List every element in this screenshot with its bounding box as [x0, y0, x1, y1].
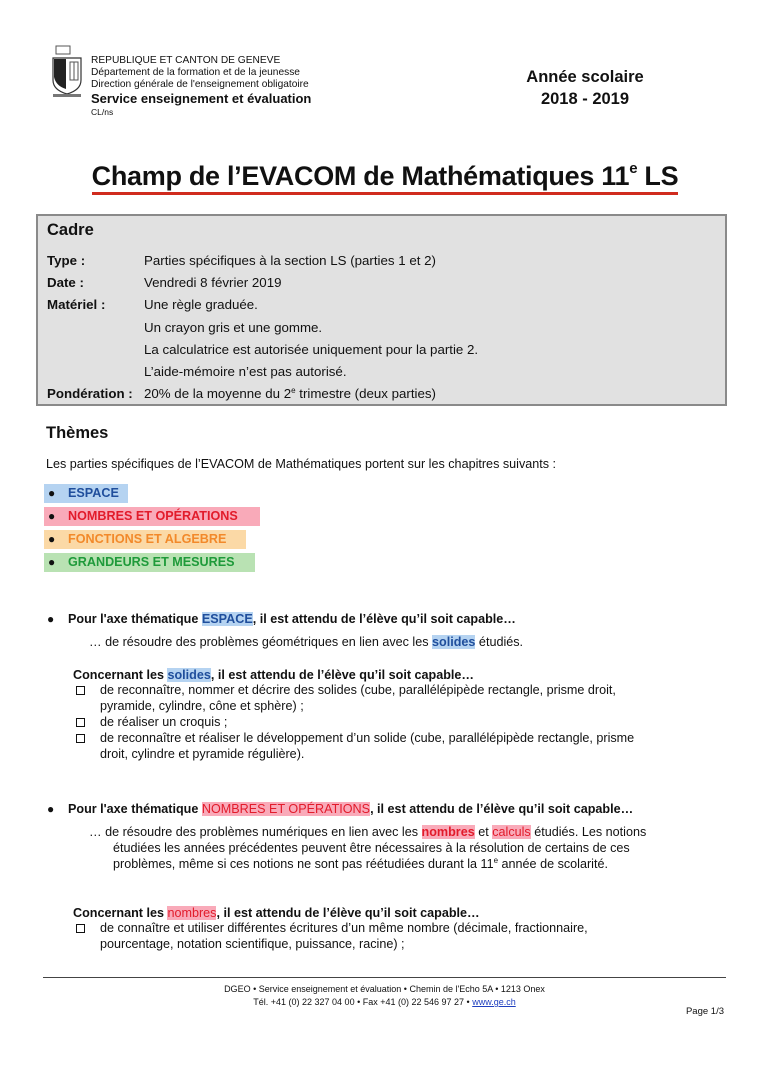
cadre-label: Pondération : [47, 386, 133, 401]
service-name: Service enseignement et évaluation [91, 91, 312, 106]
theme-label: FONCTIONS ET ALGEBRE [68, 532, 227, 546]
nombres-goal [89, 824, 646, 872]
espace-goal [89, 634, 523, 650]
cadre-label: Type : [47, 253, 86, 268]
text: … de résoudre des problèmes numériques en lien avec les [89, 825, 422, 839]
text: de connaître et utiliser différentes écritures d’un même nombre (décimale, fractionnaire, [100, 921, 588, 935]
geneva-coat-of-arms-icon [50, 44, 84, 100]
bullet-icon: ● [47, 612, 55, 626]
department-name: Département de la formation et de la jeunesse [91, 67, 300, 78]
cadre-box [36, 214, 727, 406]
espace-check-1 [100, 682, 616, 714]
bullet-icon: ● [47, 802, 55, 816]
goal-line-3 [89, 856, 646, 872]
nombres-check-1 [100, 920, 588, 952]
text: , il est attendu de l’élève qu’il soit capable… [252, 612, 516, 626]
text: , il est attendu de l’élève qu’il soit capable… [210, 668, 475, 682]
cadre-value: L’aide-mémoire n’est pas autorisé. [144, 364, 347, 379]
text: étudiés. [475, 635, 524, 649]
superscript: e [493, 855, 499, 865]
highlight-solides: solides [167, 668, 211, 682]
text: étudiés. Les notions [530, 825, 647, 839]
cadre-label: Matériel : [47, 297, 106, 312]
bullet-icon: ● [48, 555, 56, 569]
cadre-label: Date : [47, 275, 84, 290]
nombres-concern-heading [73, 905, 480, 921]
themes-intro: Les parties spécifiques de l’EVACOM de Mathématiques portent sur les chapitres suivants : [46, 457, 557, 471]
footer-phone-fax: Tél. +41 (0) 22 327 04 00 • Fax +41 (0) 22 546 97 27 • [253, 997, 473, 1007]
text: et [474, 825, 493, 839]
bullet-icon: ● [48, 509, 56, 523]
espace-axis-heading [68, 611, 516, 627]
bullet-icon: ● [48, 532, 56, 546]
highlight-calculs: calculs [492, 825, 531, 839]
org-name: REPUBLIQUE ET CANTON DE GENEVE [91, 55, 281, 66]
text: Pour l'axe thématique [68, 612, 202, 626]
espace-concern-heading [73, 667, 474, 683]
cadre-value: La calculatrice est autorisée uniquement pour la partie 2. [144, 342, 479, 357]
cadre-value: Une règle graduée. [144, 297, 258, 312]
school-year [500, 66, 670, 110]
footer [43, 983, 726, 1009]
footer-contact [43, 996, 726, 1009]
value-part: trimestre (deux parties) [295, 386, 436, 401]
page-title [40, 161, 730, 192]
text: pourcentage, notation scientifique, puissance, racine) ; [100, 937, 405, 951]
highlight-nombres-operations: NOMBRES ET OPÉRATIONS [201, 802, 371, 816]
theme-label: NOMBRES ET OPÉRATIONS [68, 509, 238, 523]
title-main: Champ de l’EVACOM de Mathématiques 11 [91, 161, 630, 191]
text: , il est attendu de l’élève qu’il soit capable… [216, 906, 480, 920]
text: pyramide, cylindre, cône et sphère) ; [100, 699, 304, 713]
school-year-value: 2018 - 2019 [540, 90, 630, 108]
checkbox-icon [76, 924, 85, 933]
theme-label: GRANDEURS ET MESURES [68, 555, 235, 569]
text: Concernant les [73, 668, 168, 682]
highlight-nombres: nombres [167, 906, 217, 920]
nombres-axis-heading [68, 801, 633, 817]
text: Pour l'axe thématique [68, 802, 202, 816]
text: droit, cylindre et pyramide régulière). [100, 747, 305, 761]
text: de réaliser un croquis ; [100, 715, 228, 729]
direction-name: Direction générale de l'enseignement obligatoire [91, 79, 309, 90]
school-year-label: Année scolaire [526, 68, 644, 86]
cadre-value [144, 386, 436, 402]
highlight-espace: ESPACE [201, 612, 253, 626]
text: année de scolarité. [498, 857, 608, 871]
value-part: 20% de la moyenne du 2 [144, 386, 292, 401]
highlight-solides: solides [432, 635, 476, 649]
value-superscript: e [291, 386, 296, 395]
text: de reconnaître et réaliser le développement d’un solide (cube, parallélépipède rectangle, prisme [100, 731, 635, 745]
cadre-value: Parties spécifiques à la section LS (parties 1 et 2) [144, 253, 436, 268]
title-suffix: LS [637, 161, 679, 191]
checkbox-icon [76, 734, 85, 743]
espace-check-3 [100, 730, 634, 762]
cadre-value: Un crayon gris et une gomme. [144, 320, 323, 335]
page-number: Page 1/3 [685, 1006, 724, 1017]
checkbox-icon [76, 718, 85, 727]
title-superscript: e [629, 160, 638, 177]
highlight-nombres: nombres [421, 825, 475, 839]
text: problèmes, même si ces notions ne sont pas réétudiées durant la 11 [113, 857, 494, 871]
organization-header [91, 55, 311, 118]
text: … de résoudre des problèmes géométriques en lien avec les [89, 635, 433, 649]
theme-label: ESPACE [68, 486, 119, 500]
website-link[interactable]: www.ge.ch [472, 997, 516, 1007]
footer-divider [43, 977, 726, 978]
espace-check-2 [100, 714, 227, 730]
cadre-value: Vendredi 8 février 2019 [144, 275, 282, 290]
reference-code: CL/ns [91, 107, 114, 117]
bullet-icon: ● [48, 486, 56, 500]
goal-line-1 [89, 824, 646, 840]
themes-heading: Thèmes [46, 424, 109, 442]
goal-line-2: étudiées les années précédentes peuvent être nécessaires à la résolution de certains de ces [113, 841, 630, 855]
text: , il est attendu de l’élève qu’il soit capable… [370, 802, 634, 816]
checkbox-icon [76, 686, 85, 695]
text: de reconnaître, nommer et décrire des solides (cube, parallélépipède rectangle, prisme droit, [100, 683, 616, 697]
footer-address: DGEO • Service enseignement et évaluation • Chemin de l'Echo 5A • 1213 Onex [224, 984, 545, 994]
page-title-text [92, 161, 679, 195]
text: Concernant les [73, 906, 168, 920]
cadre-heading: Cadre [47, 221, 94, 239]
